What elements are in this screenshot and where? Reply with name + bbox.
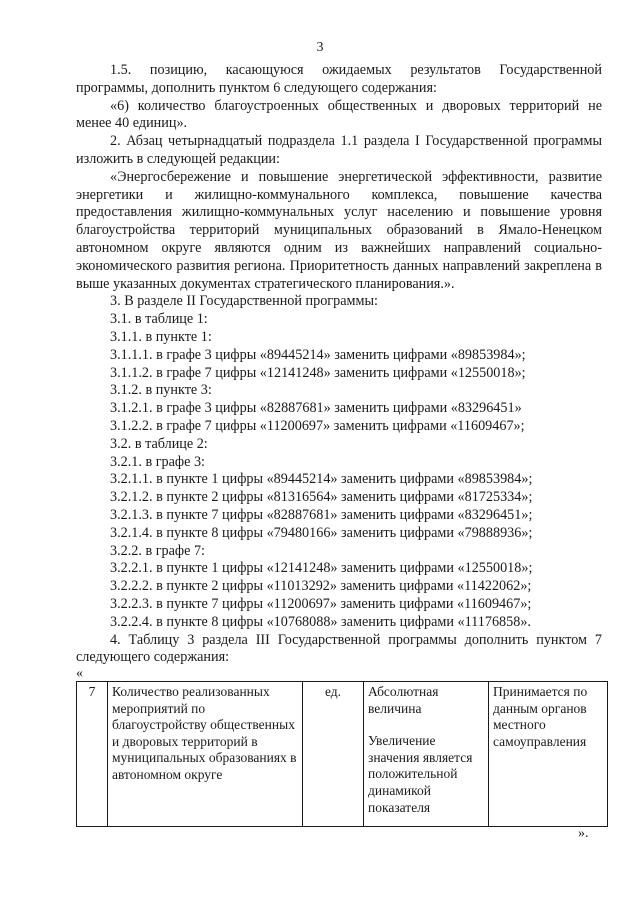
paragraph-quote-energy: «Энергосбережение и повышение энергетической эффективности, развитие энергетики и жилищно-коммунального комплекса, повышение качества предоставления жилищно-коммунальных услуг населению и повышение уровня благоустройства территорий муниципальных образований в Ямало-Ненецком автономном округе являются одним из важнейших направлений социально-экономического развития региона. Приоритетность данных направлений закреплена в выше указанных документах стратегического планирования.».: [76, 168, 602, 292]
list-item: 3.2.1.4. в пункте 8 цифры «79480166» заменить цифрами «79888936»;: [110, 524, 533, 541]
list-item: 3.2.1.2. в пункте 2 цифры «81316564» заменить цифрами «81725334»;: [110, 489, 533, 506]
paragraph-1-5: 1.5. позицию, касающуюся ожидаемых результатов Государственной программы, дополнить пунктом 6 следующего содержания:: [76, 62, 602, 96]
amendment-list: [76, 293, 602, 631]
paragraph-2: 2. Абзац четырнадцатый подраздела 1.1 раздела I Государственной программы изложить в следующей редакции:: [76, 133, 602, 167]
document-body: [76, 62, 602, 827]
list-item: 3.2.2.2. в пункте 2 цифры «11013292» заменить цифрами «11422062»;: [110, 578, 532, 595]
list-item: 3.2.1.3. в пункте 7 цифры «82887681» заменить цифрами «83296451»;: [110, 506, 533, 523]
page-number: 3: [316, 40, 324, 55]
list-item: 3.2.2.4. в пункте 8 цифры «10768088» заменить цифрами «11176858».: [110, 613, 531, 630]
paragraph-quote-6: «6) количество благоустроенных общественных и дворовых территорий не менее 40 единиц».: [76, 97, 602, 132]
cell-indicator-name: Количество реализованных мероприятий по благоустройству общественных и дворовых территорий в муниципальных образованиях в автономном округе: [108, 682, 303, 827]
indicator-dynamics-text: Увеличение значения является положительной динамикой показателя: [368, 733, 473, 815]
indicator-type-text: Абсолютная величина: [368, 684, 439, 716]
cell-data-source: Принимается по данным органов местного самоуправления: [489, 682, 608, 827]
list-item: 3.1.1.1. в графе 3 цифры «89445214» заменить цифрами «89853984»;: [110, 346, 526, 363]
list-item: 3.1.2.2. в графе 7 цифры «11200697» заменить цифрами «11609467»;: [110, 417, 525, 434]
open-quote: «: [76, 666, 83, 682]
indicator-table: [76, 681, 608, 827]
list-item: 3.1.2. в пункте 3:: [110, 382, 212, 399]
list-item: 3.2.2. в графе 7:: [110, 542, 205, 559]
close-quote: ».: [578, 826, 589, 841]
cell-spacer: [368, 717, 484, 733]
list-item: 3.2.2.1. в пункте 1 цифры «12141248» заменить цифрами «12550018»;: [110, 560, 533, 577]
list-item: 3. В разделе II Государственной программы:: [110, 293, 378, 310]
table-row: [77, 682, 608, 827]
cell-number: 7: [77, 682, 108, 827]
list-item: 3.2. в таблице 2:: [110, 435, 208, 452]
paragraph-4: 4. Таблицу 3 раздела III Государственной программы дополнить пунктом 7 следующего содержания:: [76, 631, 602, 666]
list-item: 3.1.2.1. в графе 3 цифры «82887681» заменить цифрами «83296451»: [110, 400, 522, 417]
list-item: 3.2.1. в графе 3:: [110, 453, 205, 470]
list-item: 3.2.2.3. в пункте 7 цифры «11200697» заменить цифрами «11609467»;: [110, 595, 532, 612]
cell-indicator-type: [364, 682, 489, 827]
list-item: 3.2.1.1. в пункте 1 цифры «89445214» заменить цифрами «89853984»;: [110, 471, 533, 488]
list-item: 3.1.1.2. в графе 7 цифры «12141248» заменить цифрами «12550018»;: [110, 364, 526, 381]
cell-unit: ед.: [303, 682, 364, 827]
list-item: 3.1. в таблице 1:: [110, 311, 208, 328]
list-item: 3.1.1. в пункте 1:: [110, 328, 212, 345]
